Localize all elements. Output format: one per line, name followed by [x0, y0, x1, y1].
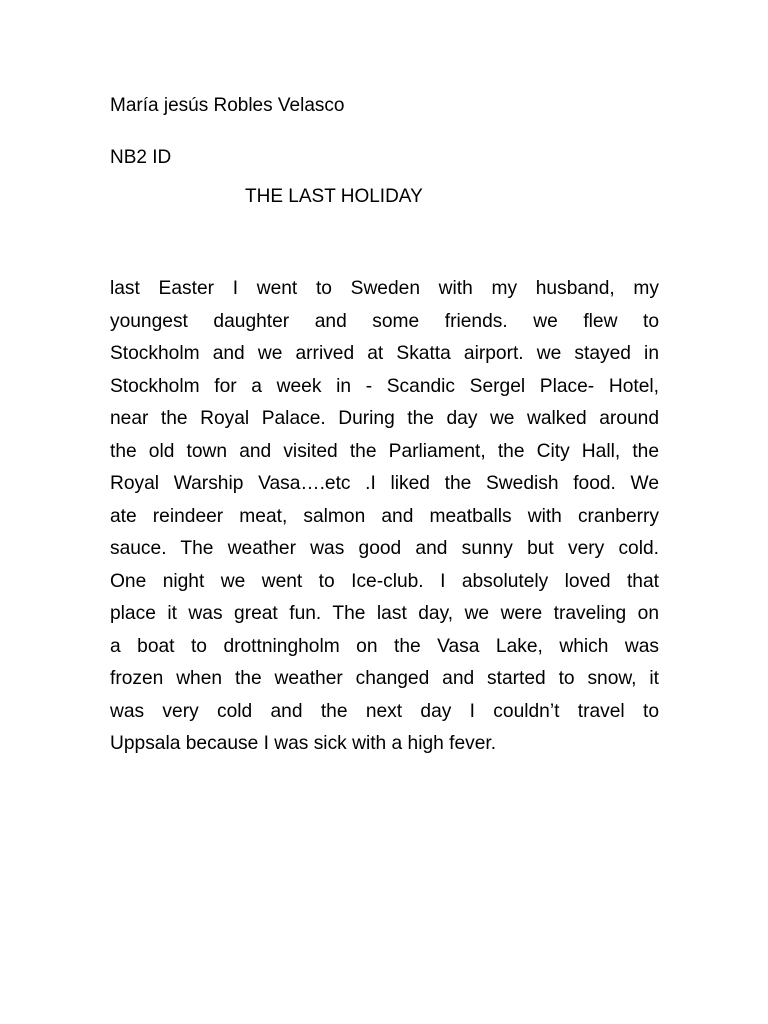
body-line: near the Royal Palace. During the day we walked around	[110, 408, 659, 429]
author-name: María jesús Robles Velasco	[110, 95, 345, 116]
body-line: Stockholm for a week in - Scandic Sergel Place- Hotel,	[110, 375, 659, 397]
document-title: THE LAST HOLIDAY	[245, 186, 423, 207]
body-line: place it was great fun. The last day, we were traveling on	[110, 603, 659, 624]
body-paragraph	[110, 273, 659, 761]
body-line: sauce. The weather was good and sunny but very cold.	[110, 538, 659, 559]
body-line: Uppsala because I was sick with a high fever.	[110, 733, 497, 754]
body-line: Stockholm and we arrived at Skatta airport. we stayed in	[110, 343, 659, 364]
body-line: the old town and visited the Parliament, the City Hall, the	[110, 440, 659, 462]
body-line: was very cold and the next day I couldn’t travel to	[110, 700, 659, 722]
class-id: NB2 ID	[110, 147, 172, 168]
body-line: a boat to drottningholm on the Vasa Lake, which was	[110, 635, 659, 657]
body-line: Royal Warship Vasa….etc .I liked the Swedish food. We	[110, 473, 659, 494]
body-line: youngest daughter and some friends. we flew to	[110, 310, 659, 332]
body-line: frozen when the weather changed and started to snow, it	[110, 668, 659, 689]
body-line: One night we went to Ice-club. I absolutely loved that	[110, 570, 659, 592]
body-line: ate reindeer meat, salmon and meatballs with cranberry	[110, 505, 659, 527]
body-line: last Easter I went to Sweden with my husband, my	[110, 278, 659, 299]
